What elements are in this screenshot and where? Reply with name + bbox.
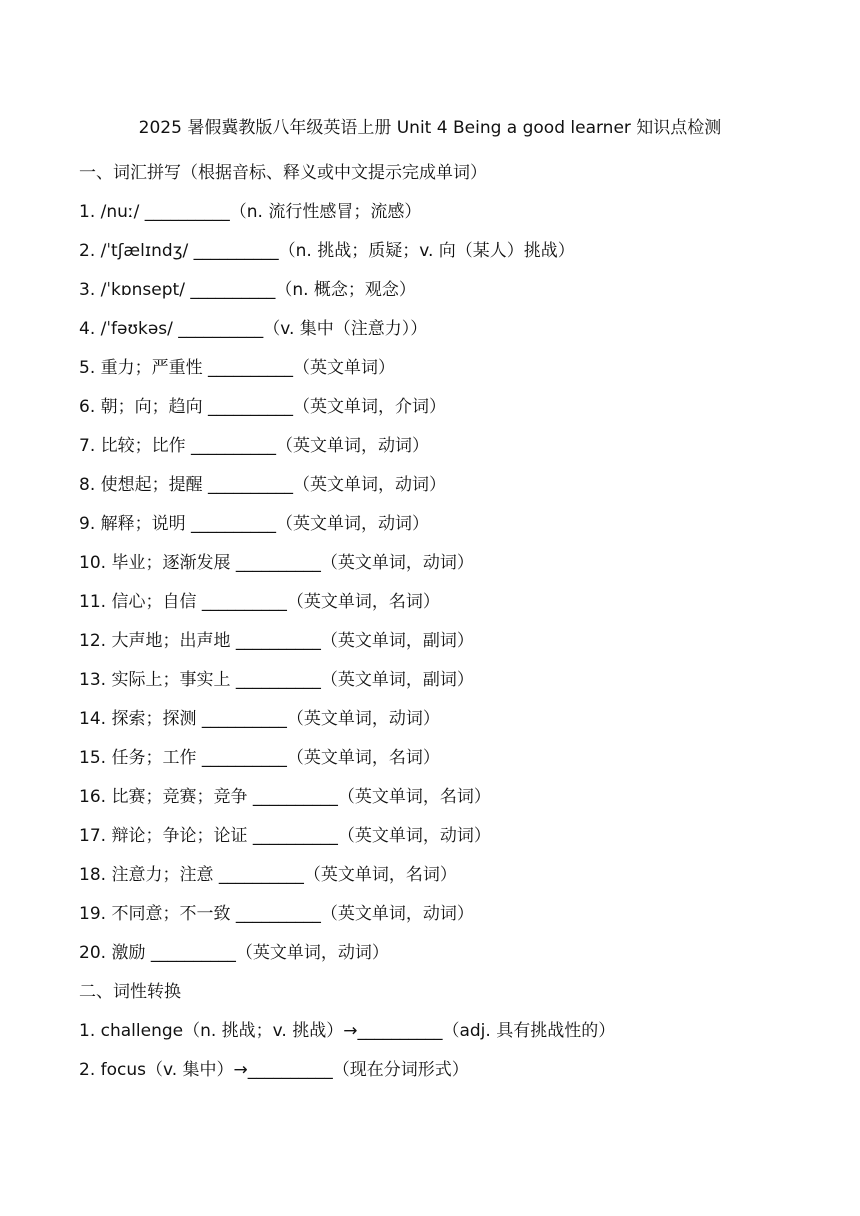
question-item: 16. 比赛；竞赛；竞争 __________（英文单词，名词） (79, 787, 491, 807)
question-item: 1. challenge（n. 挑战；v. 挑战）→__________（adj. 具有挑战性的） (79, 1021, 616, 1041)
question-item: 5. 重力；严重性 __________（英文单词） (79, 358, 396, 378)
section-heading-word-forms: 二、词性转换 (79, 982, 181, 1002)
question-item: 15. 任务；工作 __________（英文单词，名词） (79, 748, 440, 768)
question-item: 3. /ˈkɒnsept/ __________（n. 概念；观念） (79, 280, 416, 300)
question-item: 11. 信心；自信 __________（英文单词，名词） (79, 592, 440, 612)
question-item: 14. 探索；探测 __________（英文单词，动词） (79, 709, 440, 729)
question-item: 20. 激励 __________（英文单词，动词） (79, 943, 389, 963)
question-item: 17. 辩论；争论；论证 __________（英文单词，动词） (79, 826, 491, 846)
question-item: 13. 实际上；事实上 __________（英文单词，副词） (79, 670, 474, 690)
question-item: 7. 比较；比作 __________（英文单词，动词） (79, 436, 430, 456)
question-item: 1. /nuː/ __________（n. 流行性感冒；流感） (79, 202, 422, 222)
question-item: 19. 不同意；不一致 __________（英文单词，动词） (79, 904, 474, 924)
question-item: 18. 注意力；注意 __________（英文单词，名词） (79, 865, 457, 885)
question-item: 9. 解释；说明 __________（英文单词，动词） (79, 514, 430, 534)
section-heading-vocabulary: 一、词汇拼写（根据音标、释义或中文提示完成单词） (79, 163, 487, 183)
question-item: 2. /ˈtʃælɪndʒ/ __________（n. 挑战；质疑；v. 向（某人）挑战） (79, 241, 575, 261)
question-item: 8. 使想起；提醒 __________（英文单词，动词） (79, 475, 447, 495)
question-item: 12. 大声地；出声地 __________（英文单词，副词） (79, 631, 474, 651)
question-item: 4. /ˈfəʊkəs/ __________（v. 集中（注意力）） (79, 319, 428, 339)
question-item: 2. focus（v. 集中）→__________（现在分词形式） (79, 1060, 469, 1080)
question-item: 10. 毕业；逐渐发展 __________（英文单词，动词） (79, 553, 474, 573)
question-item: 6. 朝；向；趋向 __________（英文单词，介词） (79, 397, 447, 417)
document-title: 2025 暑假冀教版八年级英语上册 Unit 4 Being a good learner 知识点检测 (138, 118, 722, 138)
